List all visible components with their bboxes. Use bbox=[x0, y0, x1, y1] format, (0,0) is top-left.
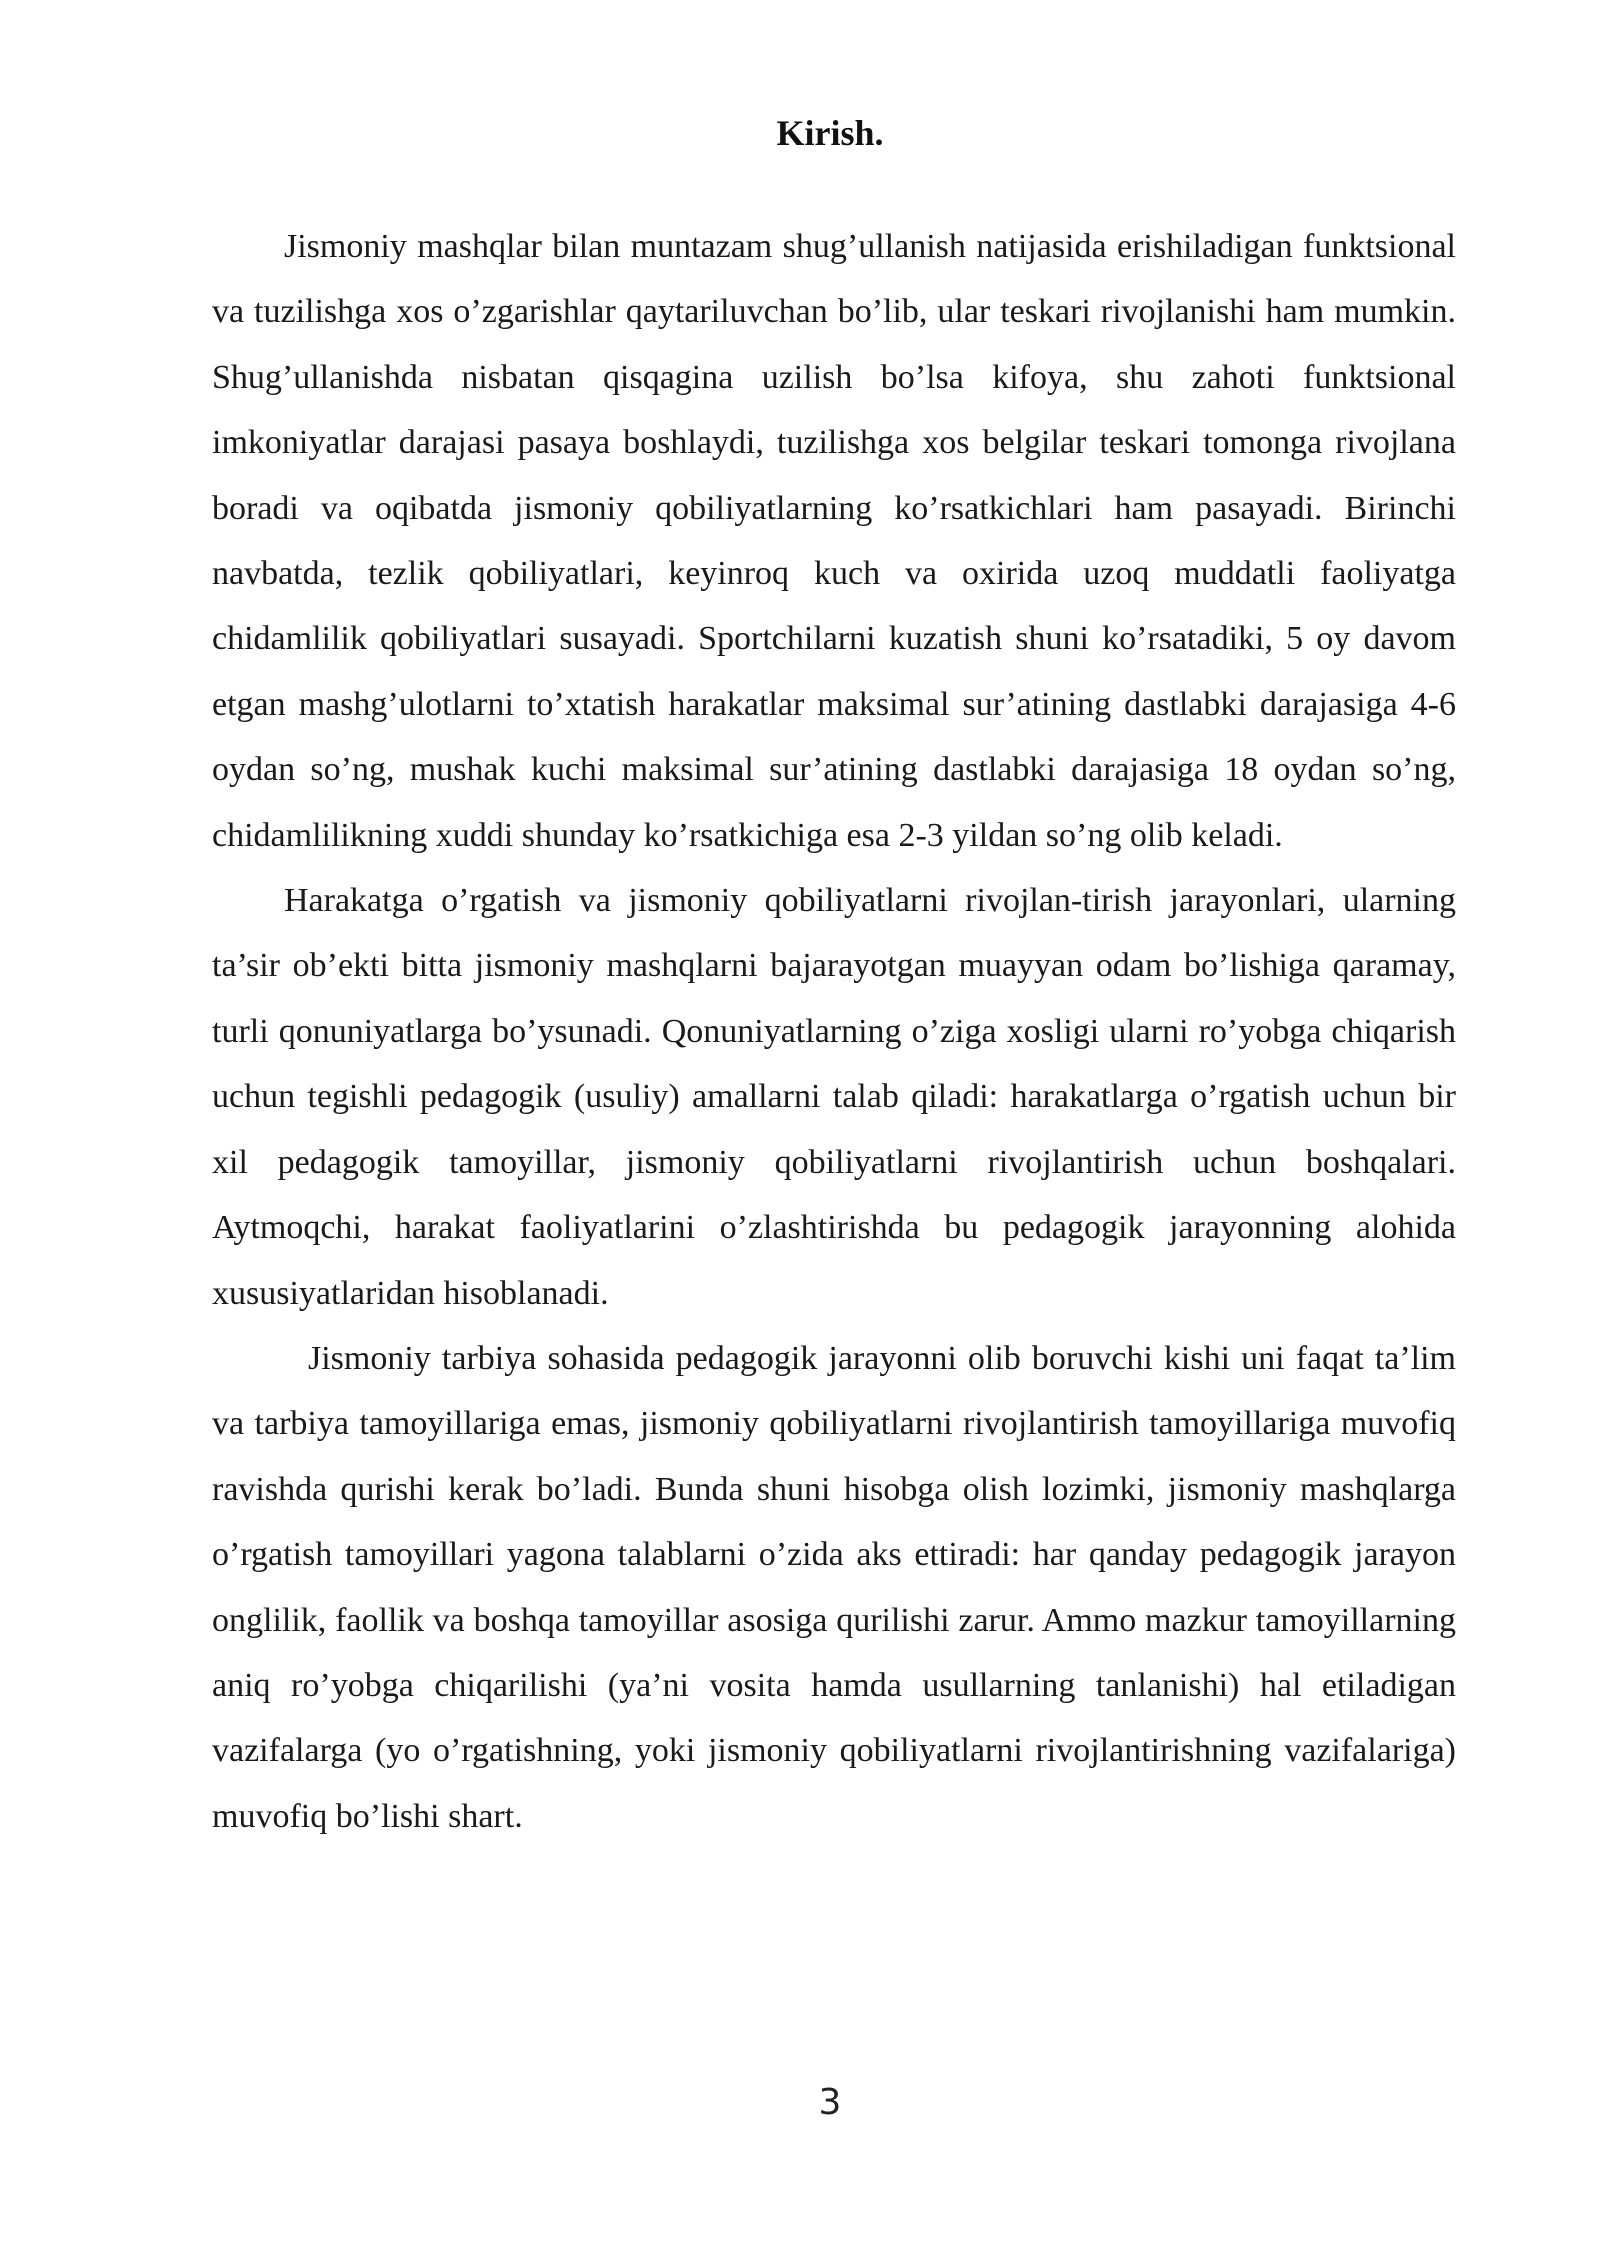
page-title: Kirish. bbox=[776, 113, 884, 153]
paragraph-2: Harakatga o’rgatish va jismoniy qobiliyatlarni rivojlan-tirish jarayonlari, ularning ta’sir ob’ekti bitta jismoniy mashqlarni bajarayotgan muayyan odam bo’lishiga qaramay, turli qonuniyatlarga bo’ysunadi. Qonuniyatlarning o’ziga xosligi ularni ro’yobga chiqarish uchun tegishli pedagogik (usuliy) amallarni talab qiladi: harakatlarga o’rgatish uchun bir xil pedagogik tamoyillar, jismoniy qobiliyatlarni rivojlantirish uchun boshqalari. Aytmoqchi, harakat faoliyatlarini o’zlashtirishda bu pedagogik jarayonning alohida xususiyatlaridan hisoblanadi. bbox=[212, 882, 1456, 1312]
paragraph-3: Jismoniy tarbiya sohasida pedagogik jarayonni olib boruvchi kishi uni faqat ta’lim va tarbiya tamoyillariga emas, jismoniy qobiliyatlarni rivojlantirish tamoyillariga muvofiq ravishda qurishi kerak bo’ladi. Bunda shuni hisobga olish lozimki, jismoniy mashqlarga o’rgatish tamoyillari yagona talablarni o’zida aks ettiradi: har qanday pedagogik jarayon onglilik, faollik va boshqa tamoyillar asosiga qurilishi zarur. Ammo mazkur tamoyillarning aniq ro’yobga chiqarilishi (ya’ni vosita hamda usullarning tanlanishi) hal etiladigan vazifalarga (yo o’rgatishning, yoki jismoniy qobiliyatlarni rivojlantirishning vazifalariga) muvofiq bo’lishi shart. bbox=[212, 1339, 1456, 1835]
page-number: 3 bbox=[818, 2082, 842, 2123]
body-text bbox=[212, 214, 1456, 1849]
paragraph-1: Jismoniy mashqlar bilan muntazam shug’ullanish natijasida erishiladigan funktsional va tuzilishga xos o’zgarishlar qaytariluvchan bo’lib, ular teskari rivojlanishi ham mumkin. Shug’ullanishda nisbatan qisqagina uzilish bo’lsa kifoya, shu zahoti funktsional imkoniyatlar darajasi pasaya boshlaydi, tuzilishga xos belgilar teskari tomonga rivojlana boradi va oqibatda jismoniy qobiliyatlarning ko’rsatkichlari ham pasayadi. Birinchi navbatda, tezlik qobiliyatlari, keyinroq kuch va oxirida uzoq muddatli faoliyatga chidamlilik qobiliyatlari susayadi. Sportchilarni kuzatish shuni ko’rsatadiki, 5 oy davom etgan mashg’ulotlarni to’xtatish harakatlar maksimal sur’atining dastlabki darajasiga 4-6 oydan so’ng, mushak kuchi maksimal sur’atining dastlabki darajasiga 18 oydan so’ng, chidamlilikning xuddi shunday ko’rsatkichiga esa 2-3 yildan so’ng olib keladi. bbox=[212, 228, 1456, 854]
